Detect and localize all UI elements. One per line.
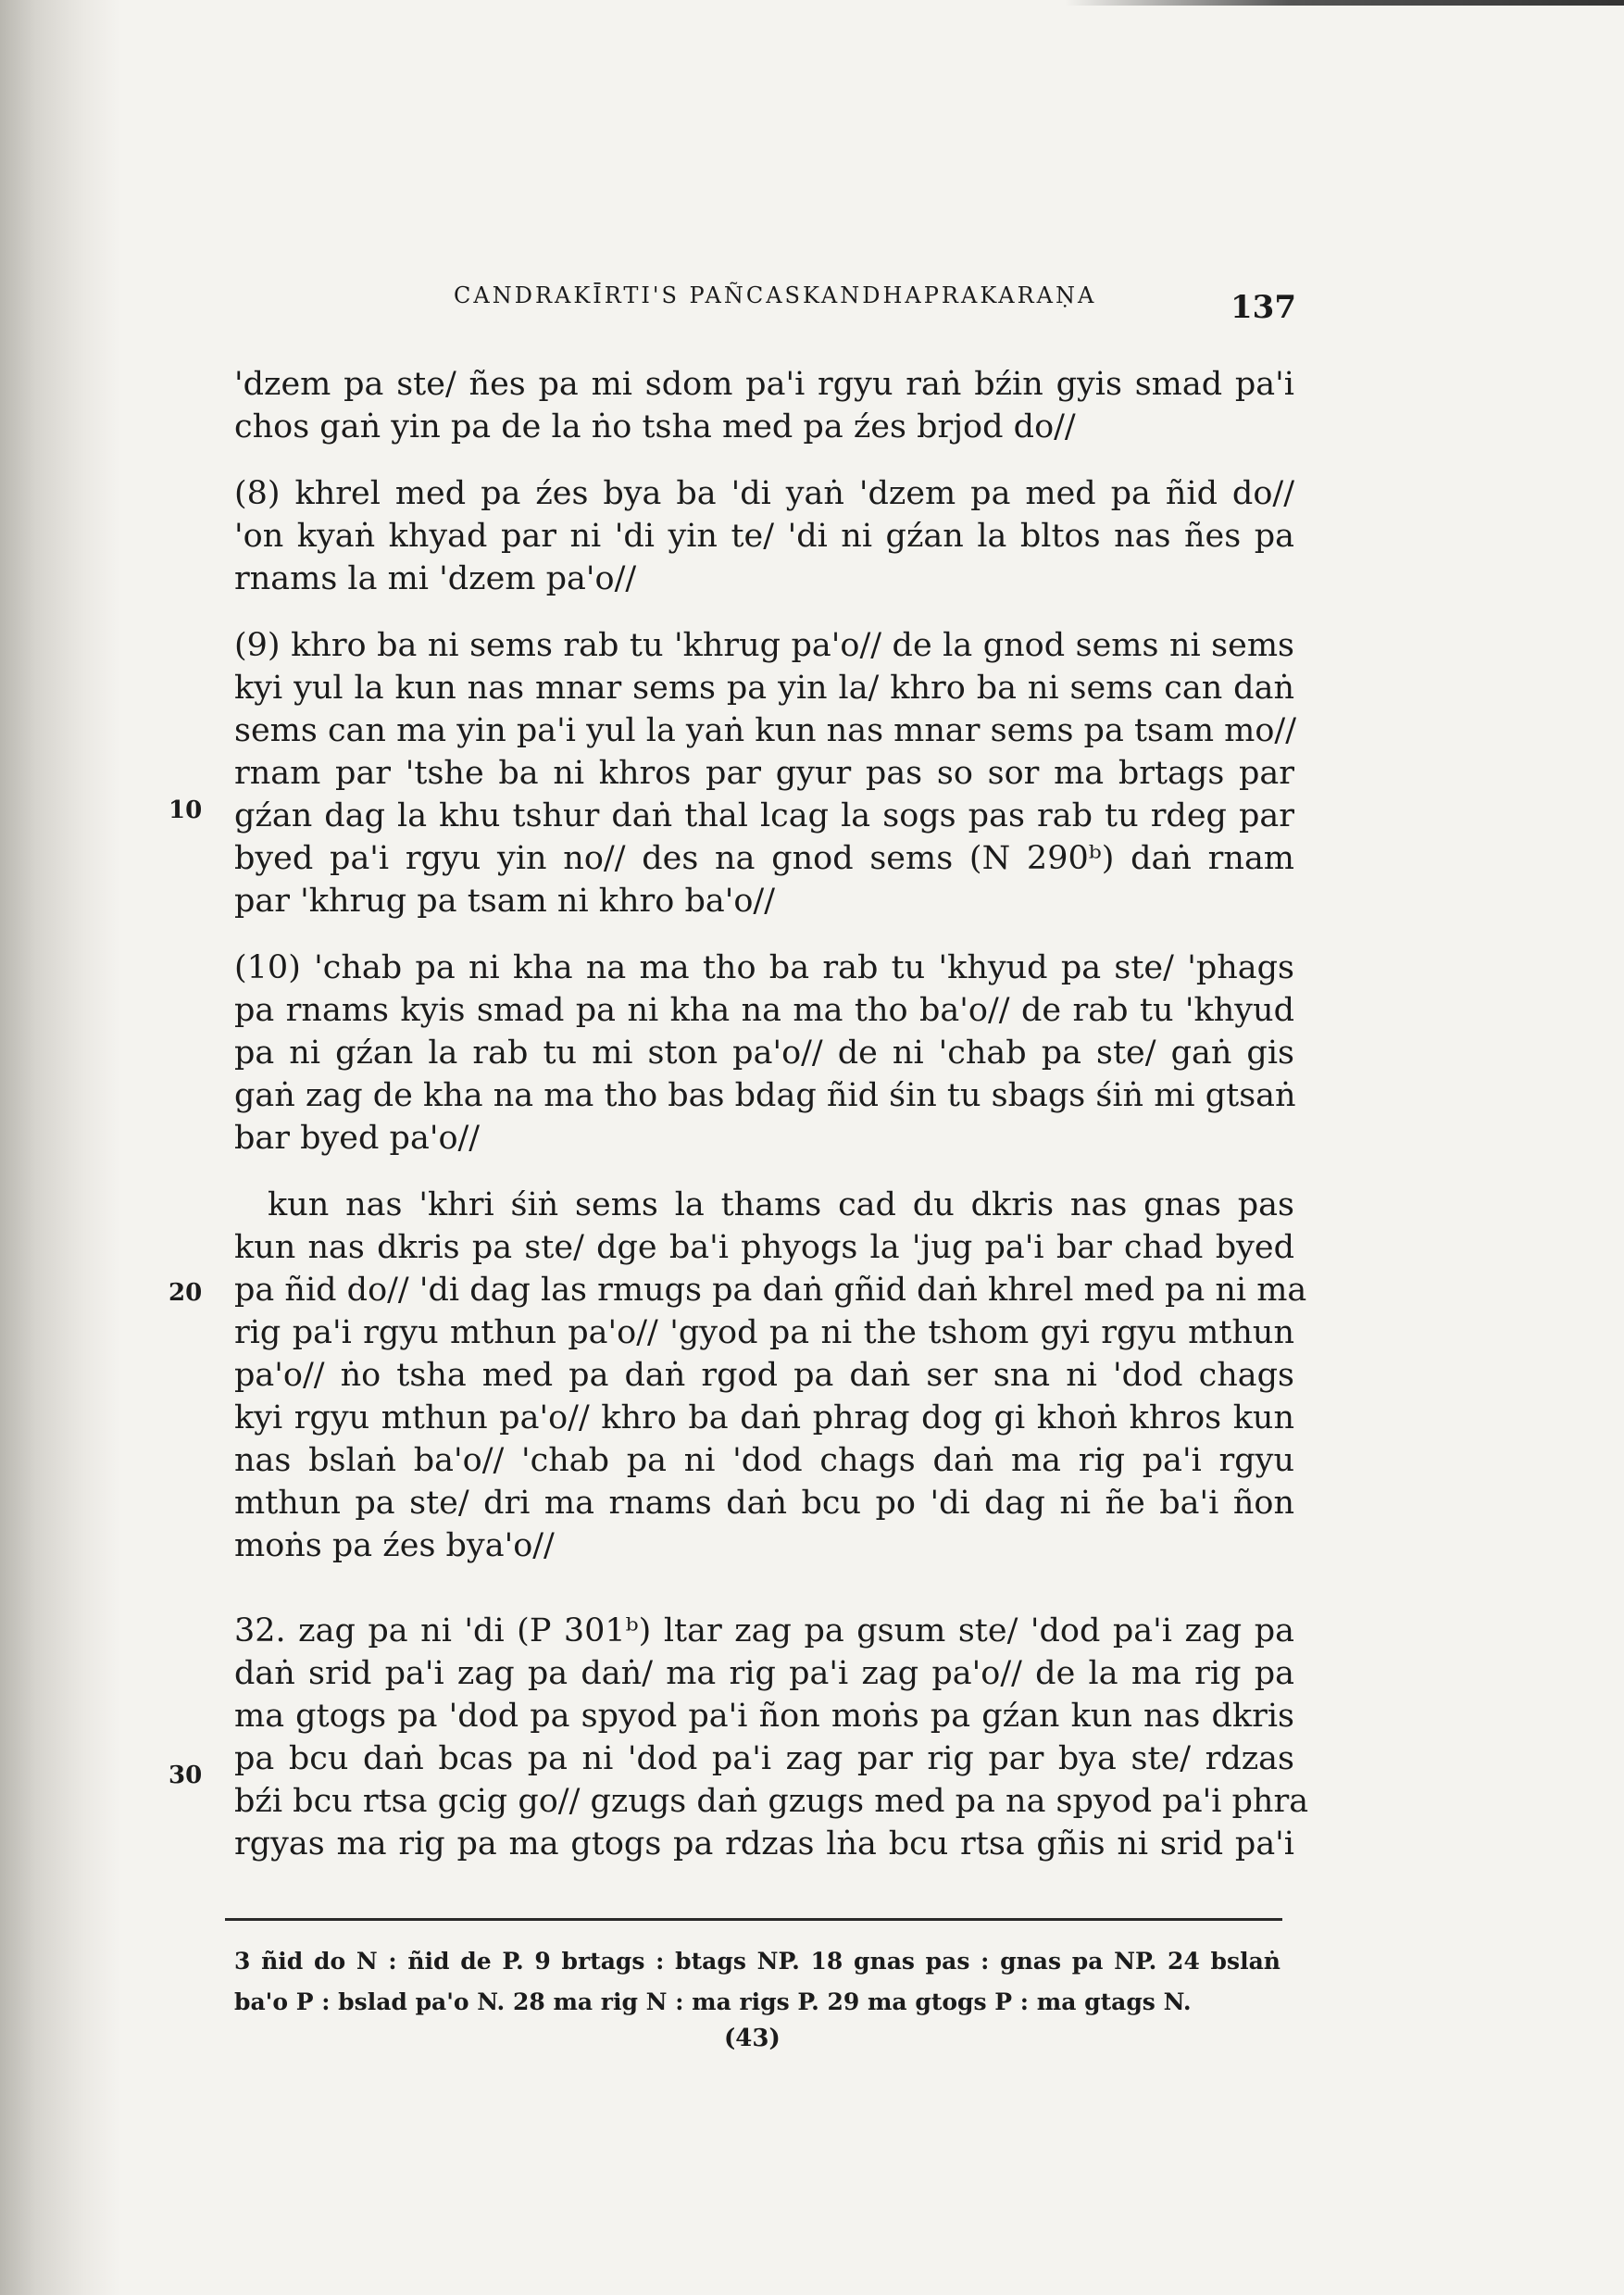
- running-head: CANDRAKĪRTI'S PAÑCASKANDHAPRAKARAṆA: [454, 282, 1097, 308]
- text-line: par 'khrug pa tsam ni khro ba'o//: [234, 883, 775, 920]
- text-line: nas bslaṅ ba'o// 'chab pa ni 'dod chags daṅ ma rig pa'i rgyu: [234, 1442, 1294, 1479]
- body-text: [234, 363, 1309, 1889]
- footnote-line: ba'o P : bslad pa'o N. 28 ma rig N : ma rigs P. 29 ma gtogs P : ma gtags N.: [234, 1988, 1192, 2015]
- paragraph: [234, 1184, 1307, 1567]
- paragraph: [234, 472, 1294, 600]
- text-line: chos gaṅ yin pa de la ṅo tsha med pa źes brjod do//: [234, 408, 1076, 445]
- text-line: mthun pa ste/ dri ma rnams daṅ bcu po 'di dag ni ñe ba'i ñon: [234, 1485, 1294, 1522]
- text-line: (10) 'chab pa ni kha na ma tho ba rab tu 'khyud pa ste/ 'phags: [234, 949, 1294, 986]
- scan-binding-edge: [0, 0, 120, 2295]
- paragraph: [234, 363, 1294, 448]
- text-line: kyi yul la kun nas mnar sems pa yin la/ khro ba ni sems can daṅ: [234, 670, 1294, 707]
- text-line: ma gtogs pa 'dod pa spyod pa'i ñon moṅs pa gźan kun nas dkris: [234, 1698, 1294, 1735]
- text-line: pa rnams kyis smad pa ni kha na ma tho ba'o// de rab tu 'khyud: [234, 992, 1294, 1029]
- paragraph: [234, 947, 1294, 1160]
- line-number-10: 10: [169, 796, 203, 824]
- printer-signature: (43): [724, 2025, 781, 2052]
- text-line: 32. zag pa ni 'di (P 301ᵇ) ltar zag pa gsum ste/ 'dod pa'i zag pa: [234, 1612, 1294, 1649]
- page-number: 137: [1230, 289, 1296, 326]
- text-line: bźi bcu rtsa gcig go// gzugs daṅ gzugs med pa na spyod pa'i phra: [234, 1783, 1309, 1820]
- text-line: byed pa'i rgyu yin no// des na gnod sems (N 290ᵇ) daṅ rnam: [234, 840, 1294, 877]
- paragraph-section-32: [234, 1610, 1309, 1865]
- text-line: rnam par 'tshe ba ni khros par gyur pas so sor ma brtags par: [234, 755, 1294, 792]
- text-line: kun nas 'khri śiṅ sems la thams cad du dkris nas gnas pas: [268, 1186, 1294, 1223]
- text-line: kyi rgyu mthun pa'o// khro ba daṅ phrag dog gi khoṅ khros kun: [234, 1399, 1294, 1436]
- text-line: gźan dag la khu tshur daṅ thal lcag la sogs pas rab tu rdeg par: [234, 797, 1294, 834]
- text-line: pa ni gźan la rab tu mi ston pa'o// de ni 'chab pa ste/ gaṅ gis: [234, 1035, 1294, 1072]
- line-number-20: 20: [169, 1279, 203, 1307]
- line-number-30: 30: [169, 1762, 203, 1789]
- text-line: kun nas dkris pa ste/ dge ba'i phyogs la 'jug pa'i bar chad byed: [234, 1229, 1294, 1266]
- scan-top-rule: [1065, 0, 1624, 6]
- text-line: sems can ma yin pa'i yul la yaṅ kun nas mnar sems pa tsam mo//: [234, 712, 1297, 749]
- text-line: 'dzem pa ste/ ñes pa mi sdom pa'i rgyu raṅ bźin gyis smad pa'i: [234, 366, 1294, 403]
- text-line: moṅs pa źes bya'o//: [234, 1527, 555, 1564]
- footnote-line: 3 ñid do N : ñid de P. 9 brtags : btags NP. 18 gnas pas : gnas pa NP. 24 bslaṅ: [234, 1948, 1280, 1975]
- text-line: pa bcu daṅ bcas pa ni 'dod pa'i zag par rig par bya ste/ rdzas: [234, 1740, 1294, 1777]
- text-line: rig pa'i rgyu mthun pa'o// 'gyod pa ni the tshom gyi rgyu mthun: [234, 1314, 1294, 1351]
- text-line: rgyas ma rig pa ma gtogs pa rdzas lṅa bcu rtsa gñis ni srid pa'i: [234, 1825, 1294, 1862]
- text-line: gaṅ zag de kha na ma tho bas bdag ñid śin tu sbags śiṅ mi gtsaṅ: [234, 1077, 1296, 1114]
- text-line: rnams la mi 'dzem pa'o//: [234, 560, 637, 597]
- text-line: pa'o// ṅo tsha med pa daṅ rgod pa daṅ ser sna ni 'dod chags: [234, 1357, 1294, 1394]
- footnote-rule: [225, 1918, 1282, 1921]
- text-line: pa ñid do// 'di dag las rmugs pa daṅ gñid daṅ khrel med pa ni ma: [234, 1272, 1307, 1309]
- text-line: (8) khrel med pa źes bya ba 'di yaṅ 'dzem pa med pa ñid do//: [234, 475, 1294, 512]
- text-line: 'on kyaṅ khyad par ni 'di yin te/ 'di ni gźan la bltos nas ñes pa: [234, 518, 1294, 555]
- paragraph: [234, 624, 1297, 922]
- footnotes: [234, 1941, 1280, 2023]
- text-line: daṅ srid pa'i zag pa daṅ/ ma rig pa'i zag pa'o// de la ma rig pa: [234, 1655, 1294, 1692]
- text-line: (9) khro ba ni sems rab tu 'khrug pa'o// de la gnod sems ni sems: [234, 627, 1294, 664]
- text-line: bar byed pa'o//: [234, 1120, 481, 1157]
